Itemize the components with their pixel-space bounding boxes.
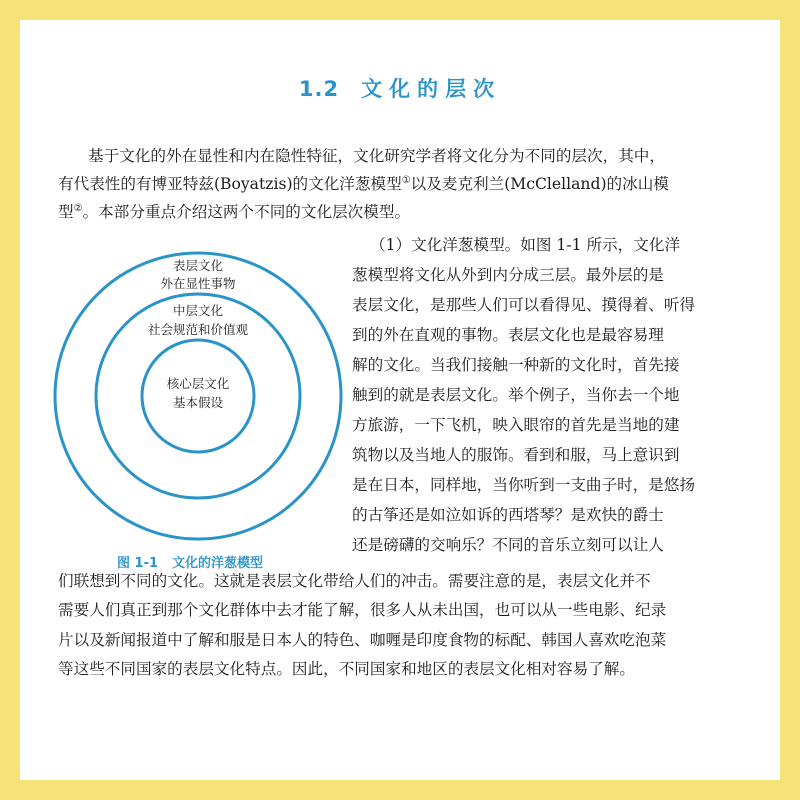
core-layer-desc: 基本假设: [172, 395, 224, 410]
core-layer-label: 核心层文化: [166, 376, 230, 391]
figure-number: 图 1-1: [117, 556, 159, 571]
onion-model-diagram: [52, 236, 344, 556]
onion-model-figure: [52, 236, 344, 556]
body-line: 葱模型将文化从外到内分成三层。最外层的是: [352, 266, 664, 284]
body-line: 触到的就是表层文化。举个例子，当你去一个地: [352, 386, 680, 404]
intro-line-3-text: 型: [58, 203, 74, 221]
intro-line-2-text-end: 以及麦克利兰(McClelland)的冰山模: [410, 175, 669, 193]
intro-line-1: 基于文化的外在显性和内在隐性特征，文化研究学者将文化分为不同的层次，其中，: [88, 147, 665, 165]
middle-layer-label: 中层文化: [172, 303, 224, 318]
body-line: 筑物以及当地人的服饰。看到和服，马上意识到: [352, 446, 680, 464]
body-line: （1）文化洋葱模型。如图 1-1 所示，文化洋: [370, 236, 681, 254]
figure-title: 文化的洋葱模型: [172, 556, 264, 571]
body-line: 需要人们真正到那个文化群体中去才能了解，很多人从未出国，也可以从一些电影、纪录: [58, 601, 667, 619]
figure-caption: [117, 552, 263, 571]
section-title: 文化的层次: [361, 77, 502, 101]
body-line: 方旅游，一下飞机，映入眼帘的首先是当地的建: [352, 416, 680, 434]
body-line: 片以及新闻报道中了解和服是日本人的特色、咖喱是印度食物的标配、韩国人喜欢吃泡菜: [58, 631, 667, 649]
body-line: 等这些不同国家的表层文化特点。因此，不同国家和地区的表层文化相对容易了解。: [58, 660, 635, 678]
body-line: 到的外在直观的事物。表层文化也是最容易理: [352, 326, 664, 344]
outer-layer-label: 表层文化: [172, 258, 224, 273]
footnote-marker-1: ①: [401, 175, 411, 186]
intro-line-2: [58, 174, 669, 194]
body-line: 的古筝还是如泣如诉的西塔琴？是欢快的爵士: [352, 506, 664, 524]
intro-line-3: [58, 202, 410, 222]
body-line: 是在日本，同样地，当你听到一支曲子时，是悠扬: [352, 476, 696, 494]
body-line: 们联想到不同的文化。这就是表层文化带给人们的冲击。需要注意的是，表层文化并不: [58, 572, 651, 590]
footnote-marker-2: ②: [73, 203, 83, 214]
body-line: 表层文化，是那些人们可以看得见、摸得着、听得: [352, 296, 696, 314]
intro-line-3-text-end: 。本部分重点介绍这两个不同的文化层次模型。: [82, 203, 411, 221]
section-number: 1.2: [298, 77, 340, 101]
middle-layer-desc: 社会规范和价值观: [147, 322, 249, 337]
section-heading: [0, 73, 800, 103]
body-line: 还是磅礴的交响乐？不同的音乐立刻可以让人: [352, 536, 664, 554]
intro-line-2-text: 有代表性的有博亚特兹(Boyatzis)的文化洋葱模型: [58, 175, 402, 193]
body-line: 解的文化。当我们接触一种新的文化时，首先接: [352, 356, 680, 374]
outer-layer-desc: 外在显性事物: [160, 276, 236, 291]
